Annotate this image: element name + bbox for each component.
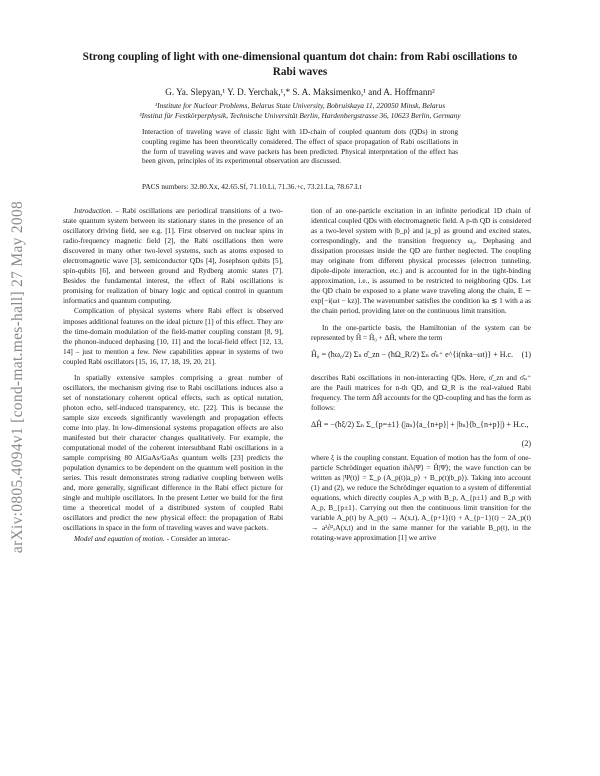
section-runin-model: Model and equation of motion.	[74, 533, 165, 543]
affiliation-2: ²Institut für Festkörperphysik, Technische Universität Berlin, Hardenbergstrasse 36, 10623 Berlin, Germany	[139, 111, 461, 120]
paragraph-text: - Consider an interac-	[164, 533, 231, 543]
paragraph: Complication of physical systems where Rabi effect is observed imposes additional features on the ideal picture [1] of this effect. They are the time-domain modulation of the field-matter coupling constant [8, 9], the phonon-induced dephasing [10, 11] and the local-field effect [12, 13, 14] – just to mention a few. New capabilities appear in systems of two coupled Rabi oscillators [15, 16, 17, 18, 19, 20, 21].	[63, 306, 283, 366]
left-column	[63, 206, 283, 544]
paragraph-model	[63, 534, 283, 544]
paragraph: where ξ is the coupling constant. Equation of motion has the form of one-particle Schrödinger equation iħ∂ₜ|Ψ⟩ = Ĥ|Ψ⟩; the wave function can be written as |Ψ(t)⟩ = Σ_p (A_p(t)|a_p⟩ + B_p(t)|b_p⟩). Taking into account (1) and (2), we reduce the Schrödinger equation to a system of differential equations, which directly couples A_p with B_p, A_{p±1} and B_p with A_p, B_{p±1}. Carrying out then the continuous limit transition for the variable A_p(t) by A_p(t) → A(x,t), A_{p+1}(t) + A_{p−1}(t) − 2A_p(t) → a²∂²ₓA(x,t) and in the same manner for the variable B_p(t), in the rotating-wave approximation [1] we arrive	[311, 452, 531, 543]
abstract: Interaction of traveling wave of classic light with 1D-chain of coupled quantum dots (QDs) in strong coupling regime has been theoretically considered. The effect of space propagation of Rabi oscillations in the form of traveling waves and wave packets has been predicted. Physical interpretation of the effect has been given, principles of its experimental observation are discussed.	[142, 127, 458, 166]
equation-2-body: ΔĤ = −(ħξ/2) Σₙ Σ_{p=±1} (|aₙ⟩⟨a_{n+p}| + |bₙ⟩⟨b_{n+p}|) + H.c.,	[311, 419, 529, 429]
right-column	[311, 206, 531, 543]
paragraph: describes Rabi oscillations in non-interacting QDs. Here, σ̂_zn and σ̂ₙ⁺ are the Pauli matrices for n-th QD, and Ω_R is the real-valued Rabi frequency. The term ΔĤ accounts for the QD-coupling and has the form as follows:	[311, 372, 531, 412]
paragraph: In the one-particle basis, the Hamiltonian of the system can be represented by Ĥ = Ĥ₀ + ΔĤ, where the term	[311, 322, 531, 342]
equation-1-body: Ĥ₀ = (ħω₀/2) Σₙ σ̂_zn − (ħΩ_R/2) Σₙ σ̂ₙ⁺ e^{i(nka−ωt)} + H.c.	[311, 349, 514, 359]
affiliation-1: ¹Institute for Nuclear Problems, Belarus State University, Bobruiskaya 11, 220050 Minsk, Belarus	[154, 101, 446, 110]
paragraph-text: – Rabi oscillations are periodical transitions of a two-state quantum system between its stationary states in the presence of an oscillatory driving field, see e.g. [1]. First observed on nuclear spins in radio-frequency magnetic field [2], the Rabi oscillations then were discovered in many other two-level systems, such as atoms exposed to electromagnetic wave [3], semiconductor QDs [4], Josephson qubits [5], spin-qubits [6], and between ground and Rydberg atomic states [7]. Besides the fundamental interest, the effect of Rabi oscillations is promising for realization of binary logic and optical control in quantum informatics and quantum computing.	[63, 206, 283, 306]
equation-2	[311, 413, 531, 453]
paragraph: In spatially extensive samples comprising a great number of oscillators, the mechanism giving rise to Rabi oscillations induces also a set of nonstationary coherent optical effects, such as optical nutation, photon echo, self-induced transparency, etc. [22]. This is because the sample size exceeds significantly wavelength and propagation effects come into play. In low-dimensional systems propagation effects are also manifested but their character changes qualitatively. For example, the computational model of the coherent intersubband Rabi oscillations in a sample comprising 80 AlGaAs/GaAs quantum wells [23] predicts the population dynamics to be dependent on the quantum well position in the series. This result demonstrates strong radiative coupling between wells and, more generally, significant difference in the Rabi effect picture for single and multiple oscillators. In the present Letter we build for the first time a theoretical model of a distributed system of coupled Rabi oscillators and predict the new physical effect: the propagation of Rabi oscillations in space in the form of traveling waves and wave packets.	[63, 372, 283, 533]
equation-1	[311, 343, 531, 373]
equation-2-number: (2)	[521, 438, 531, 448]
paragraph-introduction	[63, 206, 283, 306]
pacs-numbers: PACS numbers: 32.80.Xx, 42.65.Sf, 71.10.Li, 71.36.+c, 73.21.La, 78.67.Lt	[142, 182, 362, 191]
equation-1-number: (1)	[521, 349, 531, 359]
paper-title: Strong coupling of light with one-dimensional quantum dot chain: from Rabi oscillations to Rabi waves	[82, 51, 518, 78]
section-runin-introduction: Introduction.	[74, 206, 113, 215]
paragraph: tion of an one-particle excitation in an infinite periodical 1D chain of identical coupled QDs with electromagnetic field. A p-th QD is considered as a two-level system with |b_p⟩ and |a_p⟩ as ground and excited states, correspondingly, and the transition frequency ω₀. Dephasing and dissipation processes inside the QD are further neglected. The coupling may originate from different physical processes (electron tunneling, dipole-dipole interaction, etc.) and is accounted for in the tight-binding approximation, i.e., is assumed to be restricted to neighboring QDs. Let the QD chain be exposed to a plane wave traveling along the chain, E ∼ exp[−i(ωt − kz)]. The wavenumber satisfies the condition ka ≲ 1 with a as the chain period, providing later on the continuous limit transition.	[311, 206, 531, 316]
arxiv-identifier: arXiv:0805.4094v1 [cond-mat.mes-hall] 27 May 2008	[9, 200, 26, 554]
author-list: G. Ya. Slepyan,¹ Y. D. Yerchak,¹,* S. A. Maksimenko,¹ and A. Hoffmann²	[165, 87, 435, 97]
